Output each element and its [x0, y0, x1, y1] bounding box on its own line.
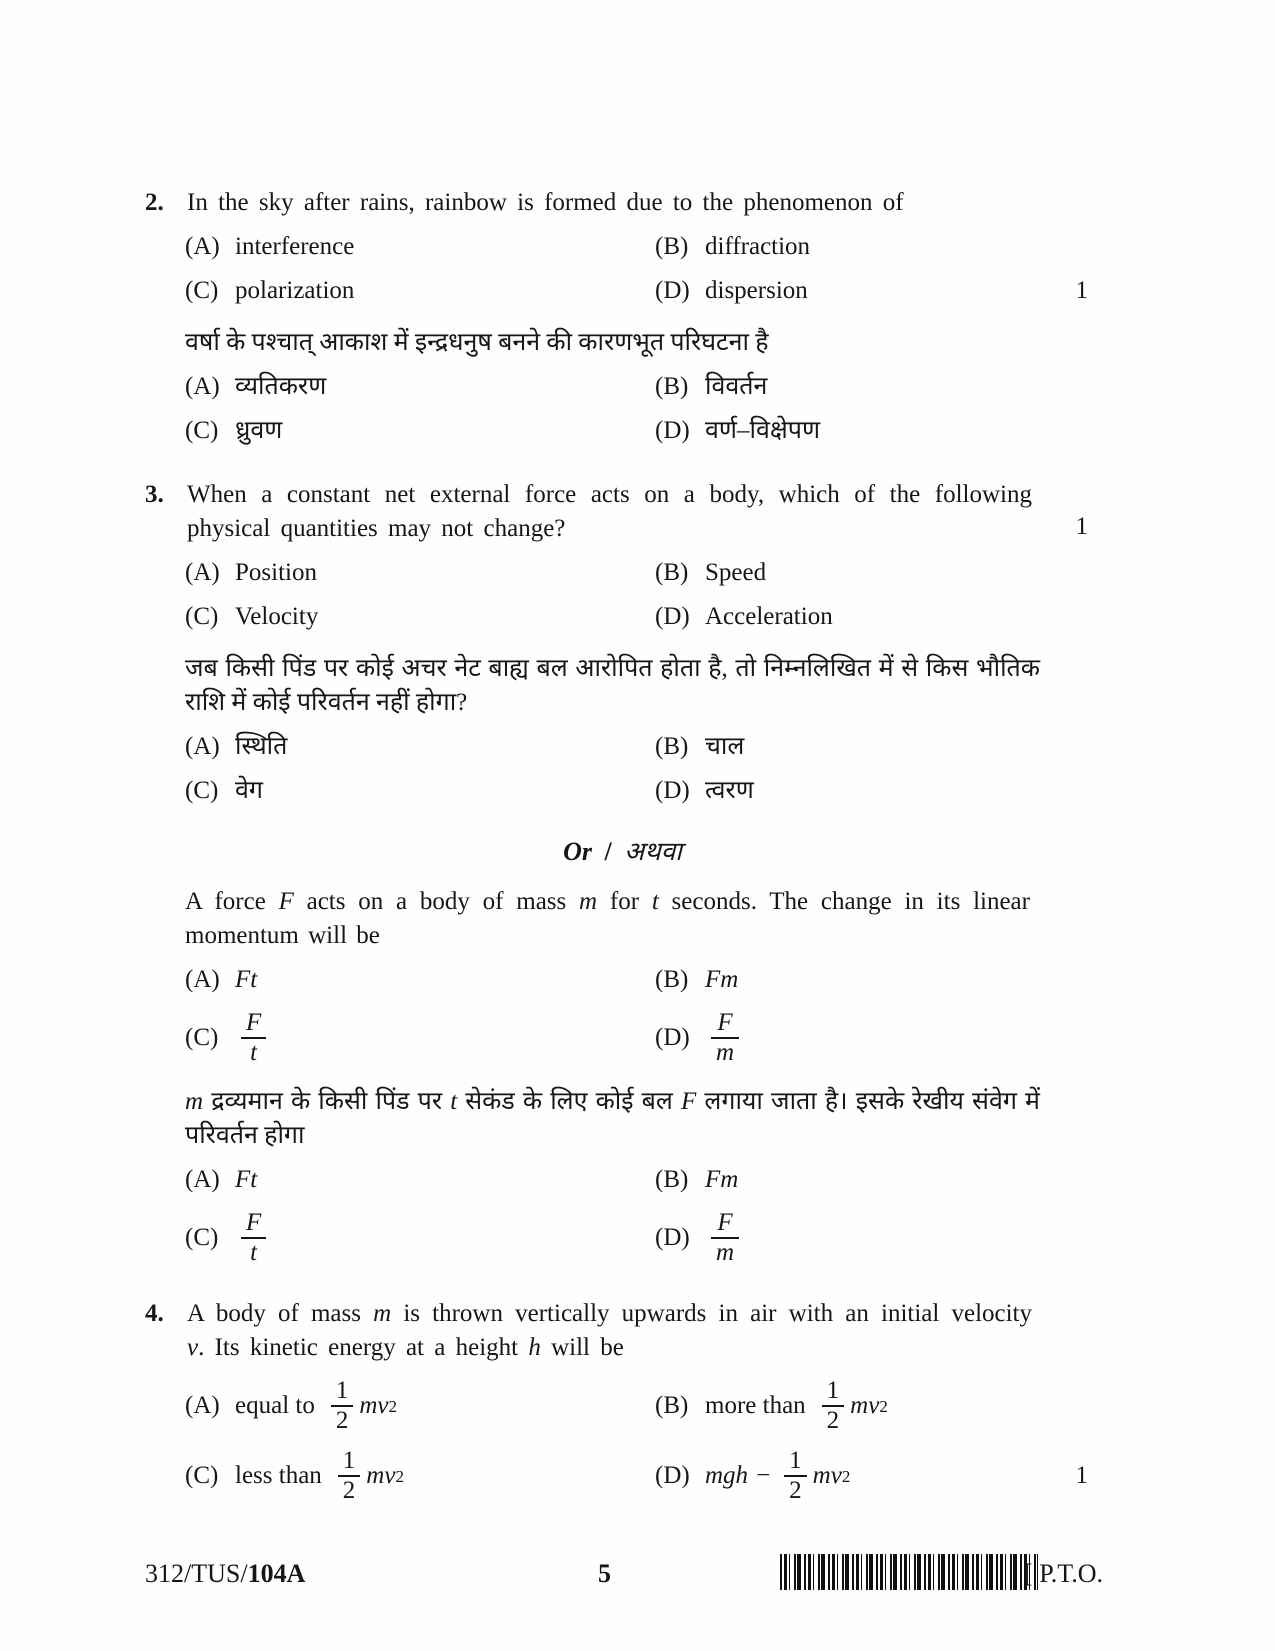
option-label-b: (B)	[655, 1166, 689, 1194]
option-label-b: (B)	[655, 559, 689, 586]
option-text-3d-en: Acceleration	[705, 603, 833, 630]
option-2c-en	[185, 274, 655, 308]
option-3alt-b-hi	[655, 1163, 1100, 1197]
question-2-hi-options-row-2	[185, 414, 1100, 448]
option-label-a: (A)	[185, 559, 220, 586]
option-4b	[655, 1377, 1100, 1435]
option-text-3b-hi: चाल	[705, 733, 745, 760]
question-2-text-en: In the sky after rains, rainbow is formed due to the phenomenon of	[187, 189, 904, 216]
option-3b-en	[655, 556, 1100, 590]
option-4d	[655, 1447, 1100, 1505]
option-label-c: (C)	[185, 417, 219, 444]
or-label-hi: अथवा	[624, 837, 682, 866]
option-text-2b-en: diffraction	[705, 233, 811, 260]
option-2a-en	[185, 230, 655, 264]
barcode-image	[780, 1554, 1038, 1590]
option-text-3b-en: Speed	[705, 559, 767, 586]
question-3-en-options-row-1	[185, 556, 1100, 590]
option-3a-en	[185, 556, 655, 590]
fraction-numerator: 1	[338, 1447, 361, 1477]
paper-code-bold: 104A	[247, 1559, 306, 1588]
fraction-numerator: 1	[822, 1377, 845, 1407]
option-text-3a-en: Position	[235, 559, 317, 586]
question-2-en-options-row-2	[185, 274, 1100, 308]
option-label-a: (A)	[185, 1392, 220, 1420]
question-4-mark: 1	[1075, 1462, 1088, 1490]
option-label-c: (C)	[185, 1462, 219, 1490]
question-3-text-hi: जब किसी पिंड पर कोई अचर नेट बाह्य बल आरोपित होता है, तो निम्नलिखित में से किस भौतिक राशि में कोई परिवर्तन नहीं होगा?	[185, 655, 1040, 716]
option-label-d: (D)	[655, 1462, 690, 1490]
fraction-numerator: F	[241, 1009, 266, 1039]
or-label-en: Or	[563, 837, 592, 866]
option-text-2d-en: dispersion	[705, 277, 808, 304]
minus-sign: −	[756, 1462, 771, 1490]
fraction-F-over-t	[241, 1209, 266, 1267]
option-text-3c-hi: वेग	[235, 777, 263, 804]
fraction-denominator: 2	[826, 1407, 840, 1435]
fraction-numerator: 1	[331, 1377, 354, 1407]
fraction-denominator: m	[716, 1239, 735, 1267]
fraction-denominator: 2	[335, 1407, 349, 1435]
kinetic-term: mv	[366, 1462, 396, 1490]
kinetic-term: mv	[850, 1392, 880, 1420]
question-4-options-row-1	[185, 1377, 1100, 1435]
fraction-one-half	[784, 1447, 807, 1505]
question-4-options-row-2	[185, 1447, 1100, 1505]
fraction-denominator: m	[716, 1039, 735, 1067]
question-2-hi-options-row-1	[185, 370, 1100, 404]
option-3d-hi	[655, 774, 1100, 808]
option-3alt-a-en	[185, 963, 655, 997]
question-2-header	[145, 186, 1100, 220]
kinetic-term: mv	[812, 1462, 842, 1490]
option-label-d: (D)	[655, 1224, 690, 1252]
question-3-alt-hi-options-row-1	[185, 1163, 1100, 1197]
option-text-2d-hi: वर्ण–विक्षेपण	[705, 417, 821, 444]
option-label-d: (D)	[655, 777, 690, 804]
option-text-2c-en: polarization	[235, 277, 355, 304]
question-3-hi-options-row-2	[185, 774, 1100, 808]
pto-label: [ P.T.O.	[1024, 1559, 1103, 1588]
option-label-c: (C)	[185, 1224, 219, 1252]
option-label-a: (A)	[185, 733, 220, 760]
option-label-b: (B)	[655, 233, 689, 260]
option-3a-hi	[185, 730, 655, 764]
paper-code-prefix: 312/TUS/	[145, 1559, 248, 1588]
option-label-b: (B)	[655, 966, 689, 994]
option-2c-hi	[185, 414, 655, 448]
exponent: 2	[879, 1396, 888, 1416]
fraction-denominator: 2	[789, 1477, 802, 1505]
option-label-c: (C)	[185, 1024, 219, 1052]
option-text-3alt-a: Ft	[235, 1166, 258, 1194]
option-text-2c-hi: ध्रुवण	[235, 417, 283, 444]
option-4c-prefix: less than	[235, 1462, 322, 1490]
option-text-2a-en: interference	[235, 233, 355, 260]
question-3-text-en: When a constant net external force acts on a body, which of the following physical quantities may not change?	[187, 481, 1032, 542]
fraction-one-half	[331, 1377, 354, 1435]
option-label-b: (B)	[655, 373, 689, 400]
option-3c-hi	[185, 774, 655, 808]
option-4a	[185, 1377, 655, 1435]
option-3c-en	[185, 600, 655, 634]
question-3-alt-en-options-row-2	[185, 1009, 1100, 1067]
option-label-b: (B)	[655, 1392, 689, 1420]
question-3-mark: 1	[1075, 513, 1088, 540]
question-3-alt-text-hi: m द्रव्यमान के किसी पिंड पर t सेकंड के लिए कोई बल F लगाया जाता है। इसके रेखीय संवेग में परिवर्तन होगा	[185, 1088, 1041, 1150]
option-label-a: (A)	[185, 373, 220, 400]
question-3-alt-text-en: A force F acts on a body of mass m for t seconds. The change in its linear momentum will be	[185, 888, 1030, 950]
option-text-2a-hi: व्यतिकरण	[235, 373, 327, 400]
option-2a-hi	[185, 370, 655, 404]
option-3alt-b-en	[655, 963, 1100, 997]
exponent: 2	[841, 1466, 851, 1486]
option-label-c: (C)	[185, 777, 219, 804]
option-4a-prefix: equal to	[235, 1392, 315, 1420]
option-text-2b-hi: विवर्तन	[705, 373, 768, 400]
option-text-3d-hi: त्वरण	[705, 777, 754, 804]
fraction-numerator: 1	[784, 1447, 807, 1477]
option-3alt-c-hi	[185, 1209, 655, 1267]
fraction-F-over-t	[241, 1009, 266, 1067]
fraction-denominator: t	[250, 1239, 258, 1267]
option-text-3alt-b: Fm	[705, 1166, 739, 1194]
fraction-one-half	[338, 1447, 361, 1505]
fraction-denominator: t	[250, 1039, 258, 1067]
option-label-d: (D)	[655, 1024, 690, 1052]
page-number: 5	[598, 1559, 611, 1588]
fraction-numerator: F	[711, 1009, 739, 1039]
option-4c	[185, 1447, 655, 1505]
fraction-numerator: F	[711, 1209, 739, 1239]
option-4b-prefix: more than	[705, 1392, 806, 1420]
option-2d-en	[655, 274, 1100, 308]
option-3alt-a-hi	[185, 1163, 655, 1197]
exponent: 2	[395, 1466, 404, 1486]
question-2	[145, 186, 1100, 448]
or-separator: /	[604, 837, 612, 866]
question-2-mark: 1	[1075, 277, 1088, 304]
option-3alt-d-hi	[655, 1209, 1100, 1267]
question-2-en-options-row-1	[185, 230, 1100, 264]
question-3	[145, 478, 1100, 1267]
option-label-b: (B)	[655, 733, 689, 760]
option-label-d: (D)	[655, 277, 690, 304]
option-text-3alt-a: Ft	[235, 966, 258, 994]
option-text-3alt-b: Fm	[705, 966, 739, 994]
option-2b-en	[655, 230, 1100, 264]
option-3alt-c-en	[185, 1009, 655, 1067]
exponent: 2	[388, 1396, 397, 1416]
option-text-3c-en: Velocity	[235, 603, 319, 630]
page-content	[145, 186, 1100, 1505]
option-text-3a-hi: स्थिति	[235, 733, 288, 760]
question-2-number: 2.	[145, 189, 164, 216]
option-label-a: (A)	[185, 233, 220, 260]
question-4	[145, 1297, 1100, 1505]
question-3-alt-en-options-row-1	[185, 963, 1100, 997]
question-2-text-hi: वर्षा के पश्चात् आकाश में इन्द्रधनुष बनने की कारणभूत परिघटना है	[185, 329, 769, 356]
question-4-header	[145, 1297, 1100, 1365]
option-3alt-d-en	[655, 1009, 1100, 1067]
fraction-numerator: F	[241, 1209, 266, 1239]
option-3b-hi	[655, 730, 1100, 764]
paper-code	[145, 1556, 305, 1591]
option-label-c: (C)	[185, 277, 219, 304]
fraction-F-over-m	[711, 1209, 739, 1267]
option-label-a: (A)	[185, 966, 220, 994]
question-3-hi-options-row-1	[185, 730, 1100, 764]
option-label-d: (D)	[655, 417, 690, 444]
question-3-header	[145, 478, 1100, 546]
option-label-d: (D)	[655, 603, 690, 630]
option-2d-hi	[655, 414, 1100, 448]
option-3d-en	[655, 600, 1100, 634]
fraction-denominator: 2	[342, 1477, 356, 1505]
fraction-one-half	[822, 1377, 845, 1435]
option-label-c: (C)	[185, 603, 219, 630]
question-3-en-options-row-2	[185, 600, 1100, 634]
kinetic-term: mv	[359, 1392, 389, 1420]
question-4-number: 4.	[145, 1300, 164, 1328]
or-divider	[145, 834, 1100, 869]
fraction-F-over-m	[711, 1009, 739, 1067]
option-2b-hi	[655, 370, 1100, 404]
question-4-text-en: A body of mass m is thrown vertically upwards in air with an initial velocity v. Its kinetic energy at a height h will be	[187, 1300, 1033, 1362]
question-3-alt-hi-options-row-2	[185, 1209, 1100, 1267]
option-label-a: (A)	[185, 1166, 220, 1194]
mgh-term: mgh	[705, 1462, 749, 1490]
question-3-number: 3.	[145, 481, 164, 508]
